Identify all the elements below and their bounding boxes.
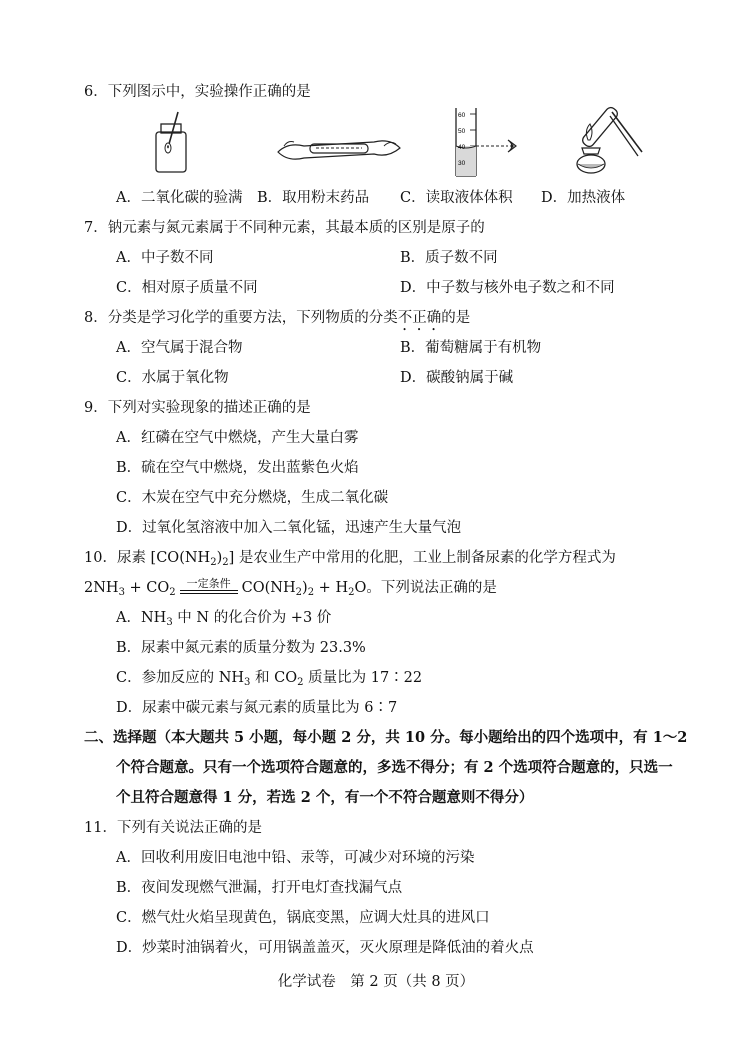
- measuring-cylinder-figure: [446, 106, 526, 178]
- q8-option-c: C．水属于氧化物: [116, 370, 229, 386]
- cylinder-tick-60: 60: [458, 112, 466, 119]
- q11-option-a: A．回收利用废旧电池中铅、汞等，可减少对环境的污染: [116, 850, 475, 866]
- question-7-stem: 7．钠元素与氮元素属于不同种元素，其最本质的区别是原子的: [84, 220, 485, 236]
- q8-option-b: B．葡萄糖属于有机物: [400, 340, 542, 356]
- q7-option-d: D．中子数与核外电子数之和不同: [400, 280, 615, 296]
- q10-option-c: C．参加反应的 $NH_3$ 和 $CO_2$ 质量比为 17∶22: [116, 670, 423, 688]
- q6-option-a: A．二氧化碳的验满: [116, 190, 243, 206]
- q8-stem-part-1: 8．分类是学习化学的重要方法，下列物质的分类: [84, 310, 398, 326]
- cylinder-tick-50: 50: [458, 128, 466, 135]
- q9-option-d: D．过氧化氢溶液中加入二氧化锰，迅速产生大量气泡: [116, 520, 462, 536]
- q10-option-c-post: 质量比为 17∶22: [308, 670, 423, 686]
- section-2-line-3: 个且符合题意得 1 分，若选 2 个，有一个不符合题意则不得分）: [116, 789, 534, 806]
- question-11-stem: 11．下列有关说法正确的是: [84, 820, 262, 836]
- reaction-condition-arrow: [178, 578, 240, 598]
- q7-option-a: A．中子数不同: [116, 250, 214, 266]
- heating-liquid-figure: [566, 100, 650, 178]
- q9-option-a: A．红磷在空气中燃烧，产生大量白雾: [116, 430, 359, 446]
- q8-stem-part-3: 的是: [441, 310, 471, 326]
- q10-equation: $2NH_3 + CO_2$ 一定条件 $CO(NH_2)_2 + H_2O$。下列说法正确的是: [84, 578, 497, 598]
- q11-option-b: B．夜间发现燃气泄漏，打开电灯查找漏气点: [116, 880, 403, 896]
- section-2-line-1: 二、选择题（本大题共 5 小题，每小题 2 分，共 10 分。每小题给出的四个选项中，有 1～2: [84, 729, 688, 746]
- page-footer: 化学试卷 第 2 页（共 8 页）: [277, 974, 475, 990]
- question-10-stem: 10．尿素 $[CO(NH_2)_2]$ 是农业生产中常用的化肥，工业上制备尿素的化学方程式为: [84, 550, 616, 568]
- question-6-stem: 6．下列图示中，实验操作正确的是: [84, 84, 311, 100]
- question-9-stem: 9．下列对实验现象的描述正确的是: [84, 400, 311, 416]
- q8-emphasis-not-correct: 不正确: [397, 310, 442, 326]
- section-2-line-2: 个符合题意。只有一个选项符合题意的，多选不得分；有 2 个选项符合题意的，只选一: [116, 759, 673, 776]
- q11-option-c: C．燃气灶火焰呈现黄色，锅底变黑，应调大灶具的进风口: [116, 910, 490, 926]
- q7-option-c: C．相对原子质量不同: [116, 280, 258, 296]
- q10-option-a-pre: A．NH: [116, 610, 167, 626]
- q10-stem-pre: 10．尿素 [CO(NH: [84, 550, 211, 566]
- q6-option-d: D．加热液体: [541, 190, 626, 206]
- q10-stem-post: 是农业生产中常用的化肥，工业上制备尿素的化学方程式为: [238, 550, 616, 566]
- q6-option-b: B．取用粉末药品: [257, 190, 370, 206]
- q8-option-a: A．空气属于混合物: [116, 340, 243, 356]
- q8-option-d: D．碳酸钠属于碱: [400, 370, 514, 386]
- cylinder-tick-40: 40: [458, 144, 466, 151]
- q10-after-equation: 。下列说法正确的是: [366, 580, 497, 596]
- q10-option-a: A．$NH_3$ 中 N 的化合价为 +3 价: [116, 610, 332, 628]
- question-8-stem: [84, 308, 470, 334]
- cylinder-tick-30: 30: [458, 160, 466, 167]
- q11-option-d: D．炒菜时油锅着火，可用锅盖盖灭，灭火原理是降低油的着火点: [116, 940, 534, 956]
- q10-option-d: D．尿素中碳元素与氮元素的质量比为 6∶7: [116, 700, 398, 716]
- q10-option-a-post: 中 N 的化合价为 +3 价: [177, 610, 332, 626]
- q10-option-c-mid: 和 CO: [255, 670, 298, 686]
- q9-option-c: C．木炭在空气中充分燃烧，生成二氧化碳: [116, 490, 389, 506]
- q10-option-c-pre: C．参加反应的 NH: [116, 670, 245, 686]
- q7-option-b: B．质子数不同: [400, 250, 498, 266]
- co2-full-test-figure: [148, 110, 194, 176]
- powder-adding-figure: [276, 134, 402, 164]
- q6-option-c: C．读取液体体积: [400, 190, 513, 206]
- q9-option-b: B．硫在空气中燃烧，发出蓝紫色火焰: [116, 460, 359, 476]
- reaction-condition: 一定条件: [186, 577, 231, 590]
- q10-option-b: B．尿素中氮元素的质量分数为 23.3%: [116, 640, 366, 656]
